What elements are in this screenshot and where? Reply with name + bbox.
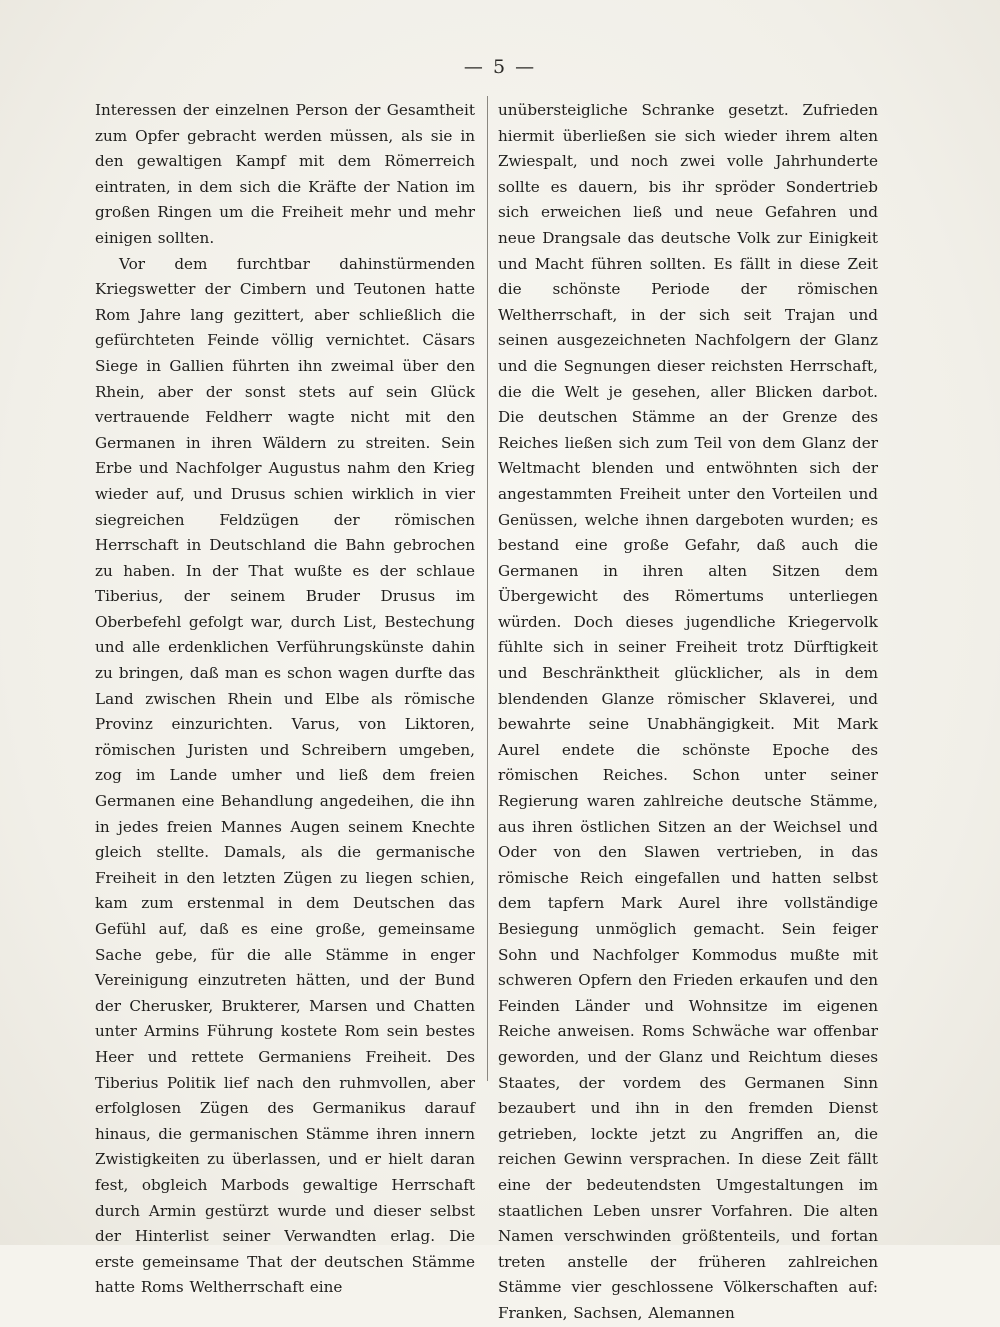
column-divider: [487, 96, 488, 1081]
right-paragraph-1: unübersteigliche Schranke gesetzt. Zufrieden hiermit überließen sie sich wieder ihrem alten Zwiespalt, und noch zwei volle Jahrhunderte sollte es dauern, bis ihr spröder Sondertrieb sich erweichen ließ und neue Gefahren und neue Drangsale das deutsche Volk zur Einigkeit und Macht führen sollten. Es fällt in diese Zeit die schönste Periode der römischen Weltherrschaft, in der sich seit Trajan und seinen ausgezeichneten Nachfolgern der Glanz und die Segnungen dieser reichsten Herrschaft, die die Welt je gesehen, aller Blicken darbot. Die deutschen Stämme an der Grenze des Reiches ließen sich zum Teil von dem Glanz der Weltmacht blenden und entwöhnten sich der angestammten Freiheit unter den Vorteilen und Genüssen, welche ihnen dargeboten wurden; es bestand eine große Gefahr, daß auch die Germanen in ihren alten Sitzen dem Übergewicht des Römertums unterliegen würden. Doch dieses jugendliche Kriegervolk fühlte sich in seiner Freiheit trotz Dürftigkeit und Beschränktheit glücklicher, als in dem blendenden Glanze römischer Sklaverei, und bewahrte seine Unabhängigkeit. Mit Mark Aurel endete die schönste Epoche des römischen Reiches. Schon unter seiner Regierung waren zahlreiche deutsche Stämme, aus ihren östlichen Sitzen an der Weichsel und Oder von den Slawen vertrieben, in das römische Reich eingefallen und hatten selbst dem tapfern Mark Aurel ihre vollständige Besiegung unmöglich gemacht. Sein feiger Sohn und Nachfolger Kommodus mußte mit schweren Opfern den Frieden erkaufen und den Feinden Länder und Wohnsitze im eigenen Reiche anweisen. Roms Schwäche war offenbar geworden, und der Glanz und Reichtum dieses Staates, der vordem des Germanen Sinn bezaubert und ihn in den fremden Dienst getrieben, lockte jetzt zu Angriffen an, die reichen Gewinn versprachen. In diese Zeit fällt eine der bedeutendsten Umgestaltungen im staatlichen Leben unsrer Vorfahren. Die alten Namen verschwinden größtenteils, und fortan treten anstelle der früheren zahlreichen Stämme vier geschlossene Völkerschaften auf: Franken, Sachsen, Alemannen: [498, 101, 878, 1322]
page-number: — 5 —: [463, 56, 537, 78]
left-paragraph-1: Interessen der einzelnen Person der Gesamtheit zum Opfer gebracht werden müssen, als sie in den gewaltigen Kampf mit dem Römerreich eintraten, in dem sich die Kräfte der Nation im großen Ringen um die Freiheit mehr und mehr einigen sollten.: [95, 101, 475, 247]
left-paragraph-2: Vor dem furchtbar dahinstürmenden Kriegswetter der Cimbern und Teutonen hatte Rom Jahre lang gezittert, aber schließlich die gefürchteten Feinde völlig vernichtet. Cäsars Siege in Gallien führten ihn zweimal über den Rhein, aber der sonst stets auf sein Glück vertrauende Feldherr wagte nicht mit den Germanen in ihren Wäldern zu streiten. Sein Erbe und Nachfolger Augustus nahm den Krieg wieder auf, und Drusus schien wirklich in vier siegreichen Feldzügen der römischen Herrschaft in Deutschland die Bahn gebrochen zu haben. In der That wußte es der schlaue Tiberius, der seinem Bruder Drusus im Oberbefehl gefolgt war, durch List, Bestechung und alle erdenklichen Verführungskünste dahin zu bringen, daß man es schon wagen durfte das Land zwischen Rhein und Elbe als römische Provinz einzurichten. Varus, von Liktoren, römischen Juristen und Schreibern umgeben, zog im Lande umher und ließ dem freien Germanen eine Behandlung angedeihen, die ihn in jedes freien Mannes Augen seinem Knechte gleich stellte. Damals, als die germanische Freiheit in den letzten Zügen zu liegen schien, kam zum erstenmal in dem Deutschen das Gefühl auf, daß es eine große, gemeinsame Sache gebe, für die alle Stämme in enger Vereinigung einzutreten hätten, und der Bund der Cherusker, Brukterer, Marsen und Chatten unter Armins Führung kostete Rom sein bestes Heer und rettete Germaniens Freiheit. Des Tiberius Politik lief nach den ruhmvollen, aber erfolglosen Zügen des Germanikus darauf hinaus, die germanischen Stämme ihren innern Zwistigkeiten zu überlassen, und er hielt daran fest, obgleich Marbods gewaltige Herrschaft durch Armin gestürzt wurde und dieser selbst der Hinterlist seiner Verwandten erlag. Die erste gemeinsame That der deutschen Stämme hatte Roms Weltherrschaft eine: [95, 254, 475, 1297]
right-column: [498, 98, 878, 1327]
left-column: [95, 98, 475, 1301]
